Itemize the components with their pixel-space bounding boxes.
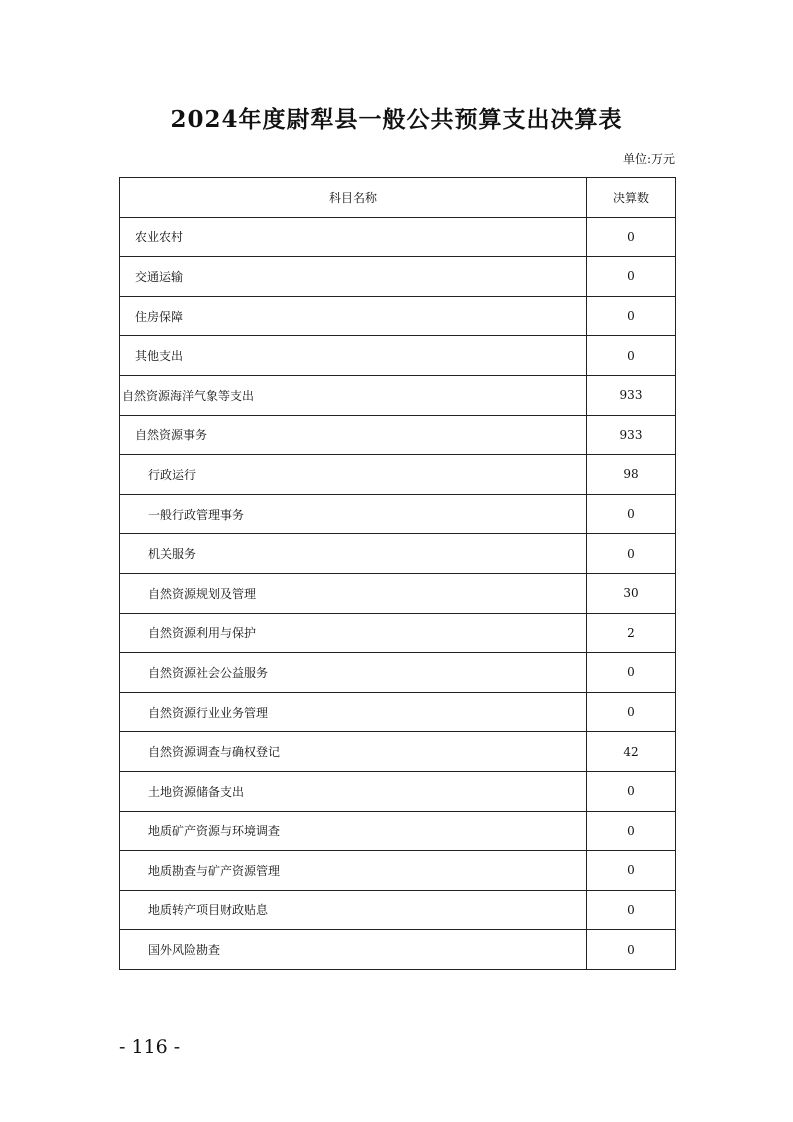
- table-row: [120, 653, 676, 693]
- unit-label: 单位:万元: [622, 152, 675, 166]
- amount-cell: 0: [587, 336, 676, 376]
- amount-cell: 0: [587, 930, 676, 970]
- table-row: [120, 336, 676, 376]
- subject-name-cell: 地质勘查与矿产资源管理: [120, 851, 587, 891]
- table-row: [120, 415, 676, 455]
- table-row: [120, 890, 676, 930]
- table-row: [120, 692, 676, 732]
- table-row: [120, 494, 676, 534]
- amount-cell: 0: [587, 534, 676, 574]
- subject-name-cell: 地质转产项目财政贴息: [120, 890, 587, 930]
- amount-cell: 0: [587, 811, 676, 851]
- subject-name-cell: 一般行政管理事务: [120, 494, 587, 534]
- page-title: 2024年度尉犁县一般公共预算支出决算表: [170, 106, 623, 133]
- subject-name-cell: 自然资源社会公益服务: [120, 653, 587, 693]
- amount-cell: 0: [587, 217, 676, 257]
- amount-cell: 0: [587, 257, 676, 297]
- amount-cell: 0: [587, 692, 676, 732]
- subject-name-cell: 行政运行: [120, 455, 587, 495]
- table-row: [120, 811, 676, 851]
- subject-name-cell: 自然资源行业业务管理: [120, 692, 587, 732]
- table-row: [120, 534, 676, 574]
- subject-name-cell: 自然资源利用与保护: [120, 613, 587, 653]
- amount-cell: 933: [587, 375, 676, 415]
- subject-name-cell: 交通运输: [120, 257, 587, 297]
- subject-name-cell: 农业农村: [120, 217, 587, 257]
- subject-name-cell: 自然资源事务: [120, 415, 587, 455]
- subject-name-cell: 住房保障: [120, 296, 587, 336]
- subject-name-cell: 土地资源储备支出: [120, 771, 587, 811]
- amount-cell: 0: [587, 851, 676, 891]
- amount-cell: 2: [587, 613, 676, 653]
- column-header-amount: 决算数: [587, 178, 676, 218]
- table-row: [120, 375, 676, 415]
- table-row: [120, 613, 676, 653]
- subject-name-cell: 其他支出: [120, 336, 587, 376]
- table-row: [120, 573, 676, 613]
- subject-name-cell: 机关服务: [120, 534, 587, 574]
- table-row: [120, 455, 676, 495]
- table-row: [120, 296, 676, 336]
- table-row: [120, 851, 676, 891]
- amount-cell: 30: [587, 573, 676, 613]
- table-row: [120, 217, 676, 257]
- amount-cell: 42: [587, 732, 676, 772]
- subject-name-cell: 自然资源海洋气象等支出: [120, 375, 587, 415]
- table-row: [120, 732, 676, 772]
- subject-name-cell: 自然资源规划及管理: [120, 573, 587, 613]
- budget-table: [119, 177, 676, 970]
- amount-cell: 0: [587, 890, 676, 930]
- amount-cell: 98: [587, 455, 676, 495]
- amount-cell: 0: [587, 653, 676, 693]
- subject-name-cell: 地质矿产资源与环境调查: [120, 811, 587, 851]
- amount-cell: 0: [587, 296, 676, 336]
- page-number: - 116 -: [119, 1036, 181, 1058]
- amount-cell: 0: [587, 494, 676, 534]
- table-row: [120, 930, 676, 970]
- table-header-row: [120, 178, 676, 218]
- table-row: [120, 771, 676, 811]
- table-body: [120, 217, 676, 969]
- subject-name-cell: 自然资源调查与确权登记: [120, 732, 587, 772]
- subject-name-cell: 国外风险勘查: [120, 930, 587, 970]
- table-row: [120, 257, 676, 297]
- amount-cell: 933: [587, 415, 676, 455]
- column-header-subject: 科目名称: [120, 178, 587, 218]
- amount-cell: 0: [587, 771, 676, 811]
